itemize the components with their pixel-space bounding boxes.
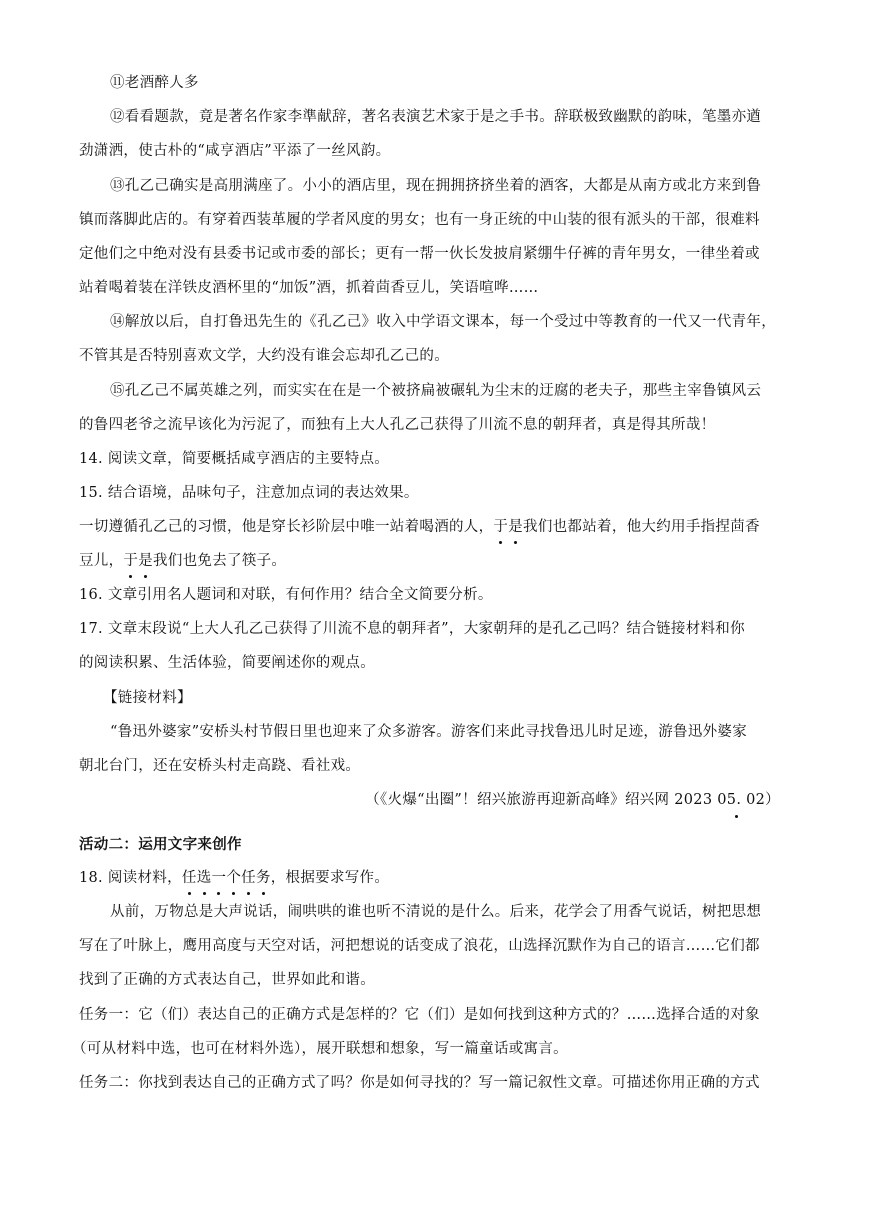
paragraph-14-line-1: ⑭解放以后，自打鲁迅先生的《孔乙己》收入中学语文课本，每一个受过中等教育的一代又一代青年， <box>110 314 776 330</box>
emphasized-word <box>508 516 523 538</box>
quote-text: 我们也都站着，他大约用手指捏茴香 <box>523 519 760 535</box>
task-2-line-1: 任务二：你找到表达自己的正确方式了吗？你是如何寻找的？写一篇记叙性文章。可描述你用正确的方式 <box>79 1075 760 1091</box>
question-text: 18. 阅读材料， <box>79 870 182 886</box>
paragraph-13-line-1: ⑬孔乙己确实是高朋满座了。小小的酒店里，现在拥拥挤挤坐着的酒客，大都是从南方或北方来到鲁 <box>110 178 762 194</box>
emphasized-char: 任 <box>182 867 197 889</box>
question-16: 16. 文章引用名人题词和对联，有何作用？结合全文简要分析。 <box>79 587 493 603</box>
emphasized-char: 选 <box>197 867 212 889</box>
link-material-line-1: “鲁迅外婆家”安桥头村节假日里也迎来了众多游客。游客们来此寻找鲁迅儿时足迹，游鲁迅外婆家 <box>110 724 748 740</box>
emphasized-char: 是 <box>138 553 154 569</box>
paragraph-15-line-2: 的鲁四老爷之流早该化为污泥了，而独有上大人孔乙己获得了川流不息的朝拜者，真是得其所哉！ <box>79 417 716 433</box>
emphasized-char: 个 <box>226 867 241 889</box>
paragraph-12-line-1: ⑫看看题款，竟是著名作家李準献辞，著名表演艺术家于是之手书。辞联极致幽默的韵味，笔墨亦遒 <box>110 109 762 125</box>
quote-text: 一切遵循孔乙己的习惯，他是穿长衫阶层中唯一站着喝酒的人， <box>79 519 494 535</box>
question-15-quote-line-2 <box>79 550 286 572</box>
emphasized-char: 是 <box>508 519 524 535</box>
material-line-3: 找到了正确的方式表达自己，世界如此和谐。 <box>79 972 375 988</box>
paragraph-13-line-4: 站着喝着装在洋铁皮酒杯里的“加饭”酒，抓着茴香豆儿，笑语喧哗…… <box>79 280 539 296</box>
paragraph-13-line-3: 定他们之中绝对没有县委书记或市委的部长；更有一帮一伙长发披肩紧绷牛仔裤的青年男女，一律坐着或 <box>79 246 760 262</box>
question-15-quote-line-1 <box>79 516 760 538</box>
paragraph-13-line-2: 镇而落脚此店的。有穿着西装革履的学者风度的男女；也有一身正统的中山装的很有派头的干部，很难料 <box>79 212 760 228</box>
material-line-1: 从前，万物总是大声说话，闹哄哄的谁也听不清说的是什么。后来，花学会了用香气说话，树把思想 <box>110 904 762 920</box>
link-material-source: （《火爆“出圈”！绍兴旅游再迎新高峰》绍兴网 2023 05. 02） <box>365 792 780 808</box>
stray-dot <box>735 815 738 818</box>
paragraph-15-line-1: ⑮孔乙己不属英雄之列，而实实在在是一个被挤扁被碾轧为尘末的迂腐的老夫子，那些主宰鲁镇风云 <box>110 383 762 399</box>
emphasized-word <box>123 550 138 572</box>
activity-2-heading: 活动二：运用文字来创作 <box>79 837 242 853</box>
link-material-heading: 【链接材料】 <box>103 690 192 706</box>
emphasized-char: 于 <box>493 519 509 535</box>
question-15: 15. 结合语境，品味句子，注意加点词的表达效果。 <box>79 485 419 501</box>
question-14: 14. 阅读文章，简要概括咸亨酒店的主要特点。 <box>79 451 390 467</box>
question-17-line-2: 的阅读积累、生活体验，简要阐述你的观点。 <box>79 655 375 671</box>
paragraph-14-line-2: 不管其是否特别喜欢文学，大约没有谁会忘却孔乙己的。 <box>79 348 449 364</box>
paragraph-12-line-2: 劲潇洒，使古朴的“咸亨酒店”平添了一丝风韵。 <box>79 143 391 159</box>
emphasized-char: 务 <box>256 867 271 889</box>
material-line-2: 写在了叶脉上，鹰用高度与天空对话，河把想说的话变成了浪花，山选择沉默作为自己的语言……它们都 <box>79 938 760 954</box>
task-1-line-2: （可从材料中选，也可在材料外选），展开联想和想象，写一篇童话或寓言。 <box>72 1041 568 1057</box>
emphasized-word <box>138 550 153 572</box>
question-18 <box>79 867 389 889</box>
question-17-line-1: 17. 文章末段说“上大人孔乙己获得了川流不息的朝拜者”，大家朝拜的是孔乙己吗？结合链接材料和你 <box>79 621 745 637</box>
quote-text: 我们也免去了筷子。 <box>153 553 287 569</box>
link-material-line-2: 朝北台门，还在安桥头村走高跷、看社戏。 <box>79 758 361 774</box>
emphasized-word <box>493 516 508 538</box>
emphasized-char: 一 <box>212 867 227 889</box>
paragraph-11: ⑪老酒醉人多 <box>110 75 199 91</box>
quote-text: 豆儿， <box>79 553 124 569</box>
task-1-line-1: 任务一：它（们）表达自己的正确方式是怎样的？它（们）是如何找到这种方式的？……选择合适的对象 <box>79 1007 760 1023</box>
emphasized-char: 于 <box>123 553 139 569</box>
emphasized-char: 任 <box>241 867 256 889</box>
question-text: ，根据要求写作。 <box>270 870 390 886</box>
